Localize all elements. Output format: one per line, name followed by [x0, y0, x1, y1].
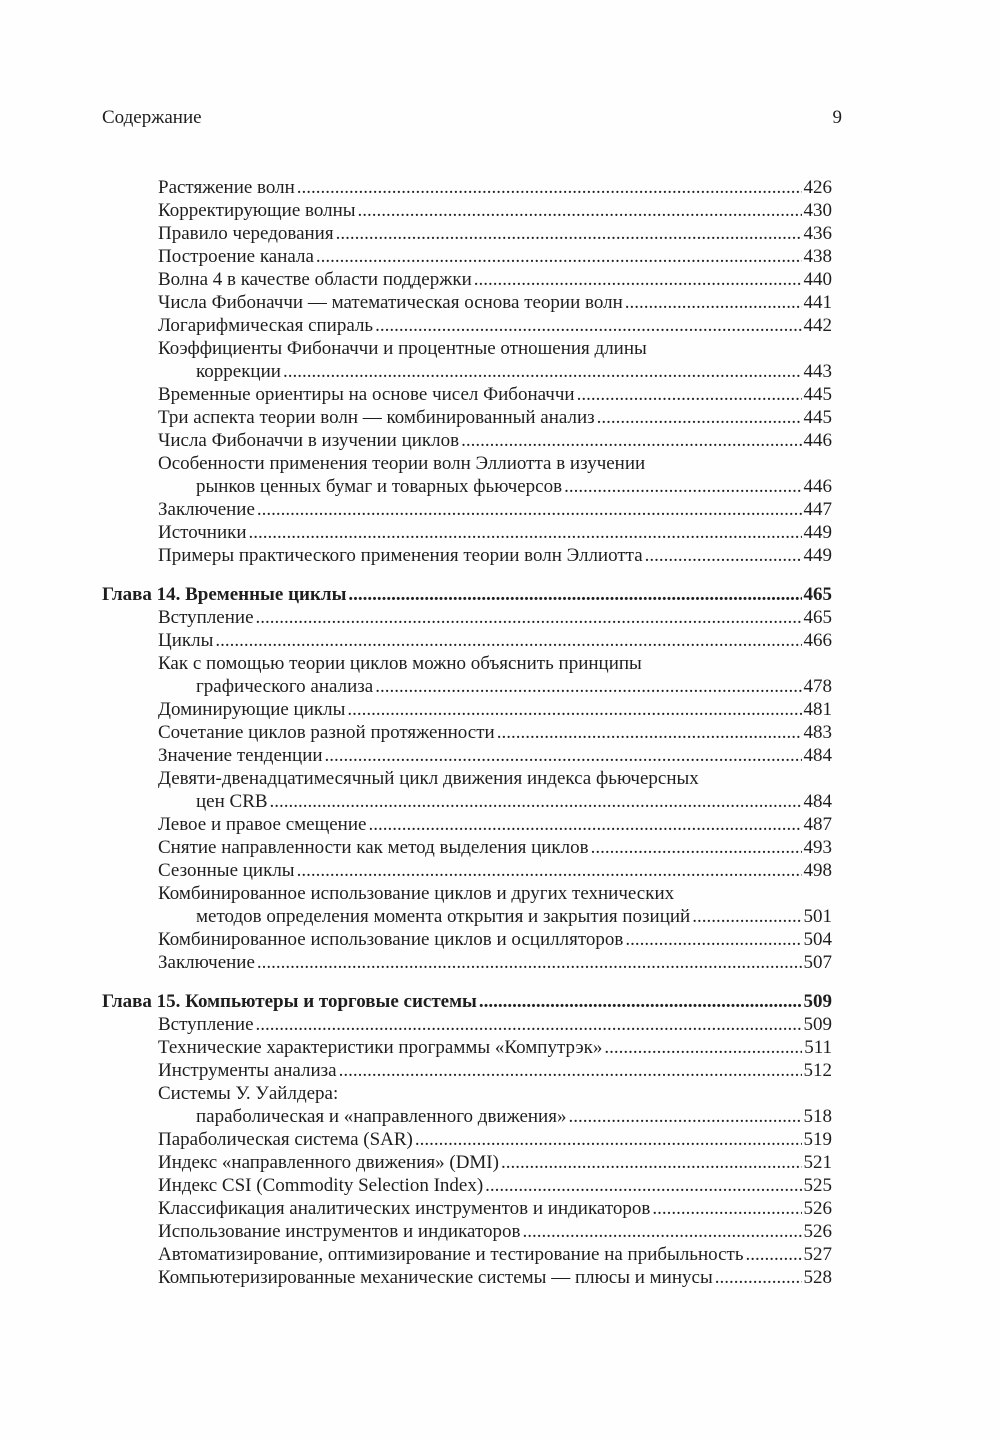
toc-entry-title: Числа Фибоначчи — математическая основа теории волн	[158, 292, 623, 313]
toc-entry-page: 526	[803, 1221, 832, 1242]
toc-entry-title: Растяжение волн	[158, 177, 295, 198]
toc-leader-dots	[415, 1128, 802, 1151]
toc-entry-page: 528	[803, 1267, 832, 1288]
toc-entry-title: Значение тенденции	[158, 745, 323, 766]
toc-entry-title: Использование инструментов и индикаторов	[158, 1221, 521, 1242]
toc-entry-title: Вступление	[158, 607, 254, 628]
toc-leader-dots	[692, 905, 801, 928]
toc-entry-first-line	[158, 767, 832, 790]
toc-entry-page: 441	[803, 292, 832, 313]
toc-leader-dots	[283, 360, 802, 383]
toc-entry	[158, 951, 832, 974]
toc-entry	[158, 291, 832, 314]
toc-entry	[158, 1128, 832, 1151]
toc-entry-title: Инструменты анализа	[158, 1060, 337, 1081]
toc-leader-dots	[375, 675, 801, 698]
toc-chapter-heading	[102, 990, 832, 1013]
toc-leader-dots	[297, 859, 802, 882]
toc-leader-dots	[297, 176, 802, 199]
toc-entry-page: 498	[803, 860, 832, 881]
toc-entry-title: Классификация аналитических инструментов и индикаторов	[158, 1198, 651, 1219]
toc-leader-dots	[215, 629, 801, 652]
toc-entry-title: Технические характеристики программы «Компутрэк»	[158, 1037, 603, 1058]
toc-entry	[158, 698, 832, 721]
toc-leader-dots	[568, 1105, 801, 1128]
toc-entry	[158, 1266, 832, 1289]
toc-entry	[158, 245, 832, 268]
toc-leader-dots	[501, 1151, 802, 1174]
toc-entry-title: Комбинированное использование циклов и осцилляторов	[158, 929, 624, 950]
toc-entry-title: Доминирующие циклы	[158, 699, 346, 720]
toc-leader-dots	[625, 291, 802, 314]
toc-entry	[158, 836, 832, 859]
toc-leader-dots	[497, 721, 802, 744]
toc-leader-dots	[336, 222, 802, 245]
toc-entry-page: 484	[803, 791, 832, 812]
toc-entry-page: 509	[803, 1014, 832, 1035]
toc-chapter-heading	[102, 583, 832, 606]
toc-entry-page: 446	[803, 430, 832, 451]
toc-leader-dots	[316, 245, 802, 268]
toc-entry	[158, 1197, 832, 1220]
toc-chapter-heading-page: 509	[803, 991, 832, 1012]
toc-entry	[158, 406, 832, 429]
toc-entry-page: 487	[803, 814, 832, 835]
toc-leader-dots	[249, 521, 802, 544]
toc-leader-dots	[325, 744, 802, 767]
toc-entry-page: 447	[803, 499, 832, 520]
toc-entry-page: 504	[803, 929, 832, 950]
toc-entry-title: Волна 4 в качестве области поддержки	[158, 269, 472, 290]
toc-entry	[158, 1013, 832, 1036]
toc-entry	[158, 222, 832, 245]
toc-entry-title: графического анализа	[196, 676, 374, 697]
toc-entry-page: 507	[803, 952, 832, 973]
page-header-number: 9	[832, 107, 842, 128]
toc-chapter-heading-title: Глава 14. Временные циклы	[102, 584, 347, 605]
toc-leader-dots	[461, 429, 801, 452]
toc-entry	[196, 1105, 832, 1128]
toc-entry-page: 501	[803, 906, 832, 927]
toc-leader-dots	[339, 1059, 802, 1082]
toc-leader-dots	[270, 790, 802, 813]
toc-entry-title: Особенности применения теории волн Эллиотта в изучении	[158, 453, 646, 474]
toc-entry-page: 440	[803, 269, 832, 290]
toc-entry-title: Циклы	[158, 630, 214, 651]
toc-entry-title: Числа Фибоначчи в изучении циклов	[158, 430, 460, 451]
toc-entry-page: 511	[804, 1037, 832, 1058]
toc-entry-page: 481	[803, 699, 832, 720]
toc-entry-title: Заключение	[158, 952, 255, 973]
toc-entry-page: 518	[803, 1106, 832, 1127]
toc-leader-dots	[564, 475, 801, 498]
toc-leader-dots	[474, 268, 802, 291]
toc-entry-page: 465	[803, 607, 832, 628]
toc-entry	[196, 475, 832, 498]
toc-entry-title: Сезонные циклы	[158, 860, 295, 881]
toc-section	[102, 176, 832, 567]
toc-entry	[196, 905, 832, 928]
toc-entry	[158, 1059, 832, 1082]
toc-entry-title: Сочетание циклов разной протяженности	[158, 722, 495, 743]
toc-entry-page: 430	[803, 200, 832, 221]
toc-leader-dots	[652, 1197, 801, 1220]
toc-entry	[158, 928, 832, 951]
toc-leader-dots	[604, 1036, 802, 1059]
toc-entry	[158, 176, 832, 199]
toc-entry	[158, 629, 832, 652]
toc-entry-page: 446	[803, 476, 832, 497]
toc-entry-first-line	[158, 452, 832, 475]
toc-leader-dots	[347, 698, 801, 721]
toc-leader-dots	[257, 498, 802, 521]
toc-entry-page: 493	[803, 837, 832, 858]
toc-leader-dots	[522, 1220, 801, 1243]
toc-entry-first-line	[158, 1082, 832, 1105]
toc-entry	[158, 429, 832, 452]
toc-entry	[158, 1151, 832, 1174]
toc-entry	[158, 268, 832, 291]
table-of-contents	[102, 176, 832, 1289]
toc-entry	[158, 199, 832, 222]
toc-entry	[158, 721, 832, 744]
toc-entry	[196, 790, 832, 813]
toc-entry-page: 445	[803, 407, 832, 428]
toc-entry	[158, 859, 832, 882]
toc-entry-page: 436	[803, 223, 832, 244]
toc-leader-dots	[645, 544, 802, 567]
toc-entry-page: 449	[803, 522, 832, 543]
toc-entry	[158, 521, 832, 544]
toc-entry-title: Вступление	[158, 1014, 254, 1035]
toc-entry-title: Системы У. Уайлдера:	[158, 1083, 339, 1104]
toc-entry-page: 512	[803, 1060, 832, 1081]
toc-entry-title: Заключение	[158, 499, 255, 520]
toc-entry-title: Коэффициенты Фибоначчи и процентные отношения длины	[158, 338, 647, 359]
toc-leader-dots	[256, 606, 802, 629]
toc-entry	[196, 360, 832, 383]
toc-entry-first-line	[158, 337, 832, 360]
toc-entry-page: 484	[803, 745, 832, 766]
toc-leader-dots	[715, 1266, 802, 1289]
toc-leader-dots	[348, 583, 801, 606]
toc-entry-title: Индекс «направленного движения» (DMI)	[158, 1152, 499, 1173]
toc-entry-title: коррекции	[196, 361, 281, 382]
toc-entry	[158, 1174, 832, 1197]
toc-entry-page: 525	[803, 1175, 832, 1196]
toc-entry	[158, 544, 832, 567]
toc-leader-dots	[625, 928, 801, 951]
toc-entry	[158, 1220, 832, 1243]
toc-entry-title: Корректирующие волны	[158, 200, 356, 221]
toc-entry-page: 449	[803, 545, 832, 566]
toc-entry	[158, 383, 832, 406]
toc-entry-title: методов определения момента открытия и закрытия позиций	[196, 906, 691, 927]
toc-entry	[158, 498, 832, 521]
toc-entry-title: Левое и правое смещение	[158, 814, 367, 835]
toc-entry-title: Логарифмическая спираль	[158, 315, 374, 336]
toc-leader-dots	[591, 836, 802, 859]
toc-entry-title: Индекс CSI (Commodity Selection Index)	[158, 1175, 484, 1196]
toc-entry	[158, 1243, 832, 1266]
toc-leader-dots	[257, 951, 802, 974]
toc-entry-page: 443	[803, 361, 832, 382]
toc-entry-title: Автоматизирование, оптимизирование и тестирование на прибыльность	[158, 1244, 744, 1265]
toc-section	[102, 990, 832, 1289]
toc-entry-page: 466	[803, 630, 832, 651]
toc-entry-title: Девяти-двенадцатимесячный цикл движения индекса фьючерсных	[158, 768, 699, 789]
toc-entry-title: Временные ориентиры на основе чисел Фибоначчи	[158, 384, 575, 405]
toc-entry-title: Три аспекта теории волн — комбинированный анализ	[158, 407, 595, 428]
toc-entry-page: 527	[803, 1244, 832, 1265]
toc-entry-title: параболическая и «направленного движения»	[196, 1106, 567, 1127]
toc-section	[102, 583, 832, 974]
toc-leader-dots	[368, 813, 801, 836]
toc-entry-title: Построение канала	[158, 246, 314, 267]
toc-entry-title: Снятие направленности как метод выделения циклов	[158, 837, 589, 858]
toc-entry-first-line	[158, 652, 832, 675]
toc-entry	[196, 675, 832, 698]
toc-leader-dots	[358, 199, 802, 222]
toc-entry-title: Примеры практического применения теории волн Эллиотта	[158, 545, 643, 566]
toc-entry-title: Правило чередования	[158, 223, 334, 244]
toc-leader-dots	[375, 314, 801, 337]
toc-entry-title: Комбинированное использование циклов и других технических	[158, 883, 675, 904]
toc-leader-dots	[577, 383, 802, 406]
toc-entry-title: Параболическая система (SAR)	[158, 1129, 413, 1150]
toc-entry-page: 521	[803, 1152, 832, 1173]
toc-chapter-heading-page: 465	[803, 584, 832, 605]
toc-entry-title: Компьютеризированные механические системы — плюсы и минусы	[158, 1267, 713, 1288]
toc-entry-page: 526	[803, 1198, 832, 1219]
toc-entry-page: 438	[803, 246, 832, 267]
toc-entry-page: 483	[803, 722, 832, 743]
toc-entry	[158, 606, 832, 629]
toc-entry	[158, 744, 832, 767]
page-header	[102, 106, 842, 130]
toc-entry-title: Как с помощью теории циклов можно объяснить принципы	[158, 653, 642, 674]
toc-leader-dots	[479, 990, 802, 1013]
toc-leader-dots	[597, 406, 802, 429]
toc-entry-page: 478	[803, 676, 832, 697]
toc-leader-dots	[485, 1174, 801, 1197]
toc-entry	[158, 314, 832, 337]
toc-entry-page: 445	[803, 384, 832, 405]
toc-entry-first-line	[158, 882, 832, 905]
toc-leader-dots	[746, 1243, 802, 1266]
toc-entry-page: 442	[803, 315, 832, 336]
toc-chapter-heading-title: Глава 15. Компьютеры и торговые системы	[102, 991, 477, 1012]
page-header-title: Содержание	[102, 107, 202, 128]
toc-entry	[158, 813, 832, 836]
toc-leader-dots	[256, 1013, 802, 1036]
toc-entry-page: 519	[803, 1129, 832, 1150]
toc-entry-title: рынков ценных бумаг и товарных фьючерсов	[196, 476, 563, 497]
toc-entry-title: цен CRB	[196, 791, 268, 812]
toc-entry	[158, 1036, 832, 1059]
toc-entry-title: Источники	[158, 522, 247, 543]
toc-entry-page: 426	[803, 177, 832, 198]
